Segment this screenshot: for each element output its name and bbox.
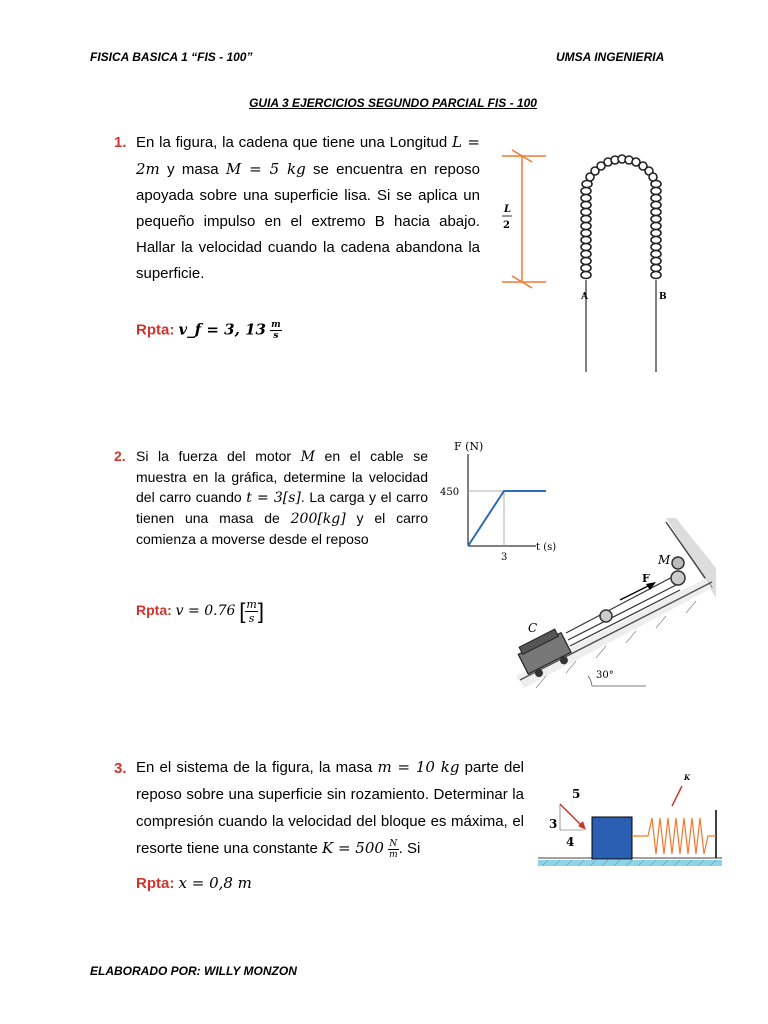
chain-links: [581, 155, 661, 279]
spring: [632, 818, 716, 854]
spring-constant: K = 500: [321, 839, 384, 857]
motor-pulley: [671, 571, 685, 585]
header-institution: UMSA INGENIERIA: [556, 50, 665, 64]
cart-label: C: [528, 621, 538, 635]
side-3-label: 3: [549, 817, 558, 831]
graph-y-tick: 450: [440, 487, 460, 498]
half-length-num: L: [504, 204, 512, 215]
half-length-den: 2: [503, 220, 510, 231]
answer-unit: $\frac{m}{s}$: [271, 320, 281, 341]
block: [592, 817, 632, 859]
side-5-label: 5: [572, 787, 581, 801]
problem-2-answer: Rpta: v = 0.76 [ $\frac{m}{s}$ ]: [136, 598, 264, 625]
force-label: F: [642, 572, 650, 585]
graph-y-label: F (N): [454, 440, 484, 453]
graph-x-tick: 3: [501, 552, 508, 563]
time-value: t = 3[s]: [246, 490, 301, 506]
spring-k-label: K: [684, 773, 691, 782]
problem-1-number: 1.: [114, 134, 127, 151]
chain-figure: [496, 140, 696, 375]
point-b-label: B: [659, 292, 667, 302]
ground: [538, 860, 722, 866]
side-4-label: 4: [566, 835, 575, 849]
graph-x-label: t (s): [536, 542, 557, 553]
incline-angle: 30°: [596, 670, 614, 681]
pulley-middle: [600, 610, 612, 622]
motor-label: M: [658, 553, 671, 567]
point-a-label: A: [581, 292, 588, 302]
problem-2-number: 2.: [114, 448, 126, 464]
problem-3-answer: Rpta: x = 0,8 m: [136, 874, 252, 892]
length-equation: L = 2m: [136, 133, 480, 178]
mass-value: 200[kg]: [290, 511, 346, 527]
footer-author: ELABORADO POR: WILLY MONZON: [90, 964, 297, 978]
page-title: GUIA 3 EJERCICIOS SEGUNDO PARCIAL FIS - 100: [249, 96, 537, 110]
incline-cart-figure: [516, 518, 716, 698]
problem-3-text: En el sistema de la figura, la masa m = 10 kg parte del reposo sobre una superficie sin rozamiento. Determinar la compresión cuando la velocidad del bloque es máxima, el resorte tiene una constante K = 500 $\frac{N}{m}$ . Si: [136, 758, 524, 860]
header-course: FISICA BASICA 1 “FIS - 100”: [90, 50, 253, 64]
mass-equation: M = 5 kg: [225, 160, 306, 178]
problem-1-text: En la figura, la cadena que tiene una Longitud L = 2m y masa M = 5 kg se encuentra en reposo apoyada sobre una superficie lisa. Si se aplica un pequeño impulso en el extremo B hacia abajo. Hallar la velocidad cuando la cadena abandona la superficie.: [136, 133, 481, 282]
block-spring-figure: [538, 768, 728, 878]
problem-3-number: 3.: [114, 760, 127, 777]
problem-1-answer: Rpta: v_f = 3, 13 $\frac{m}{s}$: [136, 320, 281, 341]
problem-2-text: Si la fuerza del motor M en el cable se muestra en la gráfica, determine la velocidad del carro cuando t = 3[s]. La carga y el carro tienen una masa de 200[kg] y el carro comienza a moverse desde el reposo: [136, 448, 428, 547]
mass-equation: m = 10 kg: [377, 758, 460, 776]
